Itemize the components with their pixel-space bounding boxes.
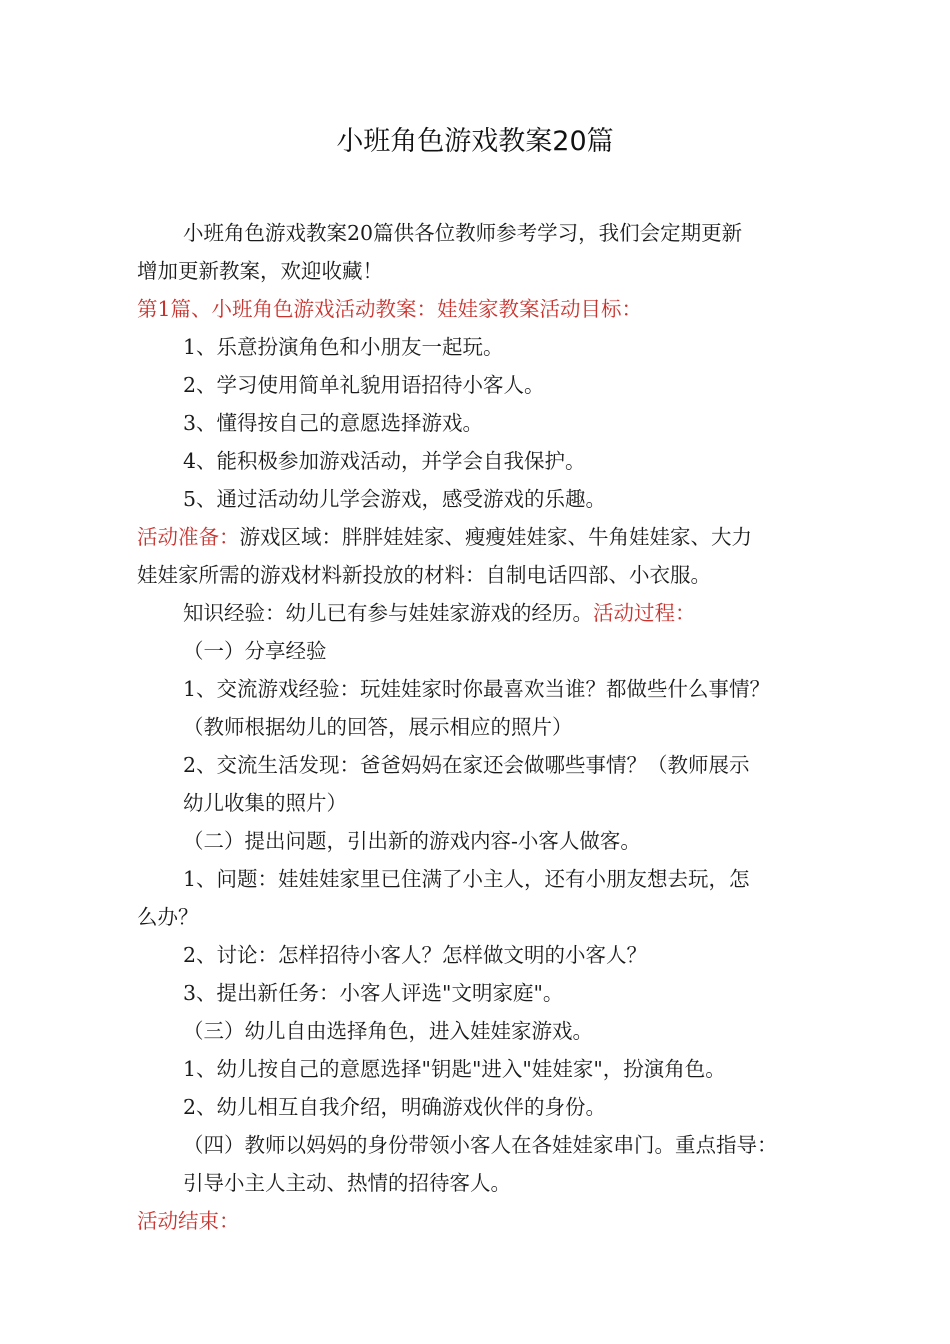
prep-text: 游戏区域：胖胖娃娃家、瘦瘦娃娃家、牛角娃娃家、大力	[239, 525, 752, 549]
goal-item: 2、学习使用简单礼貌用语招待小客人。	[183, 373, 545, 397]
step-line: 引导小主人主动、热情的招待客人。	[183, 1171, 511, 1195]
intro-line-1: 小班角色游戏教案20篇供各位教师参考学习，我们会定期更新	[183, 221, 743, 245]
step-line: （一）分享经验	[183, 639, 327, 663]
prep-line-1	[137, 522, 752, 552]
step-line: 么办？	[137, 905, 199, 929]
intro-line-2: 增加更新教案，欢迎收藏！	[137, 259, 383, 283]
step-line: 2、交流生活发现：爸爸妈妈在家还会做哪些事情？（教师展示	[183, 753, 750, 777]
step-line: 1、交流游戏经验：玩娃娃家时你最喜欢当谁？都做些什么事情？	[183, 677, 771, 701]
process-label: 活动过程：	[593, 601, 696, 625]
prep-label: 活动准备：	[137, 525, 240, 549]
page-title: 小班角色游戏教案20篇	[336, 126, 614, 157]
goal-item: 4、能积极参加游戏活动，并学会自我保护。	[183, 449, 586, 473]
lesson-heading: 第1篇、小班角色游戏活动教案：娃娃家教案活动目标：	[137, 297, 643, 321]
goal-item: 5、通过活动幼儿学会游戏，感受游戏的乐趣。	[183, 487, 607, 511]
step-line: （教师根据幼儿的回答，展示相应的照片）	[183, 715, 573, 739]
knowledge-line	[183, 598, 696, 628]
step-line: 2、幼儿相互自我介绍，明确游戏伙伴的身份。	[183, 1095, 607, 1119]
step-line: （二）提出问题，引出新的游戏内容-小客人做客。	[183, 829, 641, 853]
prep-line-2: 娃娃家所需的游戏材料新投放的材料：自制电话四部、小衣服。	[137, 563, 711, 587]
step-line: 3、提出新任务：小客人评选"文明家庭"。	[183, 981, 564, 1005]
step-line: 2、讨论：怎样招待小客人？怎样做文明的小客人？	[183, 943, 648, 967]
step-line: 1、问题：娃娃娃家里已住满了小主人，还有小朋友想去玩，怎	[183, 867, 750, 891]
goal-item: 1、乐意扮演角色和小朋友一起玩。	[183, 335, 504, 359]
end-label: 活动结束：	[137, 1209, 240, 1233]
goal-item: 3、懂得按自己的意愿选择游戏。	[183, 411, 484, 435]
step-line: 1、幼儿按自己的意愿选择"钥匙"进入"娃娃家"，扮演角色。	[183, 1057, 726, 1081]
step-line: （三）幼儿自由选择角色，进入娃娃家游戏。	[183, 1019, 593, 1043]
step-line: 幼儿收集的照片）	[183, 791, 347, 815]
knowledge-text: 知识经验：幼儿已有参与娃娃家游戏的经历。	[183, 601, 593, 625]
step-line: （四）教师以妈妈的身份带领小客人在各娃娃家串门。重点指导：	[183, 1133, 778, 1157]
